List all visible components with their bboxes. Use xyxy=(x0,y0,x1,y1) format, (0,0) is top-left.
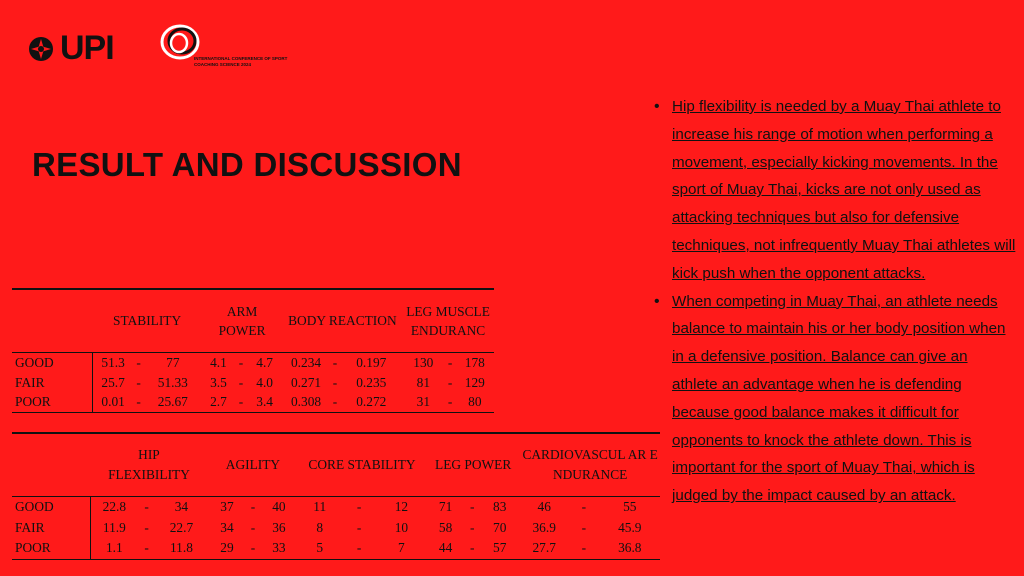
range-min: 31 xyxy=(416,394,431,409)
upi-emblem-icon xyxy=(28,36,54,62)
bullet-icon: • xyxy=(654,292,660,310)
range-dash: - xyxy=(332,394,338,409)
range-min: 5 xyxy=(316,540,324,555)
range-dash: - xyxy=(238,355,244,370)
range-max: 80 xyxy=(468,394,482,409)
conference-logo-text: INTERNATIONAL CONFERENCE OF SPORT COACHING SCIENCE 2024 xyxy=(194,56,288,67)
range-dash: - xyxy=(238,394,244,409)
range-dash: - xyxy=(250,519,256,535)
row-label: POOR xyxy=(15,540,51,555)
range-dash: - xyxy=(447,394,453,409)
table-row xyxy=(12,538,660,559)
range-dash: - xyxy=(469,499,475,514)
range-max: 0.197 xyxy=(356,355,387,370)
range-min: 36.9 xyxy=(532,519,556,535)
bullet-text: Hip flexibility is needed by a Muay Thai athlete to increase his range of motion when performing a movement, especially kicking movements. In the sport of Muay Thai, kicks are not only used as attacking techniques but also for defensive techniques, not infrequently Muay Thai athletes will kick push when the opponent attacks. xyxy=(672,98,1016,282)
table-header: LEG MUSCLE ENDURANC xyxy=(406,303,490,338)
range-dash: - xyxy=(356,540,362,555)
range-min: 22.8 xyxy=(90,497,138,518)
bullet-item xyxy=(648,93,1016,288)
range-dash: - xyxy=(581,540,587,555)
range-min: 3.5 xyxy=(210,374,227,390)
range-max: 12 xyxy=(394,499,409,514)
range-min: 11.9 xyxy=(90,518,138,539)
range-dash: - xyxy=(250,499,256,514)
range-max: 40 xyxy=(272,499,286,514)
range-max: 34 xyxy=(174,499,189,514)
range-dash: - xyxy=(581,499,587,514)
range-max: 10 xyxy=(394,519,409,535)
table-header: CARDIOVASCUL AR ENDURANCE xyxy=(522,447,658,482)
range-max: 36 xyxy=(272,519,286,535)
upi-logo xyxy=(28,30,128,66)
range-min: 2.7 xyxy=(210,394,227,409)
range-min: 0.271 xyxy=(290,374,322,390)
range-max: 25.67 xyxy=(157,394,188,409)
norms-table-1 xyxy=(12,288,494,413)
range-dash: - xyxy=(136,355,141,370)
range-dash: - xyxy=(238,374,244,390)
range-dash: - xyxy=(250,540,256,555)
bullet-text: When competing in Muay Thai, an athlete needs balance to maintain his or her body position when in a defensive position. Balance can give an athlete an advantage when he is defending because good balance makes it difficult for opponents to knock the athlete down. This is important for the sport of Muay Thai, which is judged by the impact caused by an attack. xyxy=(672,292,1006,505)
range-min: 130 xyxy=(413,355,434,370)
range-dash: - xyxy=(447,374,453,390)
table-header: CORE STABILITY xyxy=(308,457,416,472)
range-min: 71 xyxy=(438,499,453,514)
bullet-icon: • xyxy=(654,98,660,115)
row-label: POOR xyxy=(15,394,51,409)
range-min: 1.1 xyxy=(90,538,138,559)
page-title: RESULT AND DISCUSSION xyxy=(32,146,462,183)
table-header-corner xyxy=(12,433,90,497)
range-max: 83 xyxy=(493,499,507,514)
range-max: 129 xyxy=(464,374,485,390)
range-min: 46 xyxy=(537,499,551,514)
range-max: 45.9 xyxy=(618,519,642,535)
range-dash: - xyxy=(136,374,141,390)
range-min: 58 xyxy=(438,519,453,535)
range-min: 29 xyxy=(220,540,234,555)
row-label: FAIR xyxy=(15,519,45,535)
range-max: 0.235 xyxy=(356,374,387,390)
row-label: GOOD xyxy=(15,499,54,514)
norms-table-2 xyxy=(12,432,660,560)
range-max: 57 xyxy=(493,540,507,555)
conference-logo xyxy=(158,22,288,78)
table-row xyxy=(12,518,660,539)
range-max: 4.0 xyxy=(256,374,273,390)
table-header-corner xyxy=(12,289,93,353)
table-header-row xyxy=(12,433,660,497)
range-dash: - xyxy=(144,540,149,555)
range-min: 11 xyxy=(313,499,327,514)
range-dash: - xyxy=(144,519,149,535)
table-row xyxy=(12,373,494,393)
range-dash: - xyxy=(332,374,338,390)
range-max: 55 xyxy=(623,499,637,514)
range-dash: - xyxy=(136,394,141,409)
table-row xyxy=(12,353,494,373)
table-row xyxy=(12,497,660,518)
range-max: 4.7 xyxy=(256,355,273,370)
row-label: GOOD xyxy=(15,355,54,370)
range-dash: - xyxy=(447,355,453,370)
table-header: HIP FLEXIBILITY xyxy=(108,447,190,482)
range-max: 77 xyxy=(166,355,180,370)
range-min: 51.3 xyxy=(93,353,133,373)
range-min: 37 xyxy=(220,499,234,514)
bullet-item xyxy=(648,288,1016,510)
range-max: 70 xyxy=(493,519,507,535)
range-max: 0.272 xyxy=(356,394,387,409)
range-max: 11.8 xyxy=(169,540,193,555)
range-min: 0.234 xyxy=(290,355,322,370)
range-max: 178 xyxy=(464,355,485,370)
range-max: 33 xyxy=(272,540,286,555)
range-min: 0.308 xyxy=(290,394,322,409)
table-header: BODY REACTION xyxy=(288,313,397,329)
range-dash: - xyxy=(356,519,362,535)
range-min: 25.7 xyxy=(93,373,133,393)
range-dash: - xyxy=(332,355,338,370)
range-dash: - xyxy=(581,519,587,535)
range-max: 36.8 xyxy=(618,540,642,555)
table-header: AGILITY xyxy=(225,457,281,472)
table-header-row xyxy=(12,289,494,353)
table-header: STABILITY xyxy=(113,313,182,329)
range-dash: - xyxy=(144,499,149,514)
table-header: ARM POWER xyxy=(218,303,266,338)
table-row xyxy=(12,392,494,412)
range-max: 22.7 xyxy=(169,519,194,535)
bullet-list xyxy=(648,93,1016,510)
range-dash: - xyxy=(469,519,475,535)
range-max: 51.33 xyxy=(157,374,188,390)
table-header: LEG POWER xyxy=(435,457,512,472)
range-min: 44 xyxy=(438,540,453,555)
range-min: 27.7 xyxy=(532,540,556,555)
range-min: 4.1 xyxy=(210,355,227,370)
range-min: 0.01 xyxy=(93,392,133,412)
range-min: 81 xyxy=(416,374,431,390)
upi-logo-text: UPI xyxy=(60,29,114,67)
range-min: 34 xyxy=(220,519,234,535)
row-label: FAIR xyxy=(15,374,45,390)
range-dash: - xyxy=(469,540,475,555)
range-max: 7 xyxy=(398,540,405,555)
range-max: 3.4 xyxy=(256,394,273,409)
range-min: 8 xyxy=(316,519,324,535)
range-dash: - xyxy=(356,499,362,514)
